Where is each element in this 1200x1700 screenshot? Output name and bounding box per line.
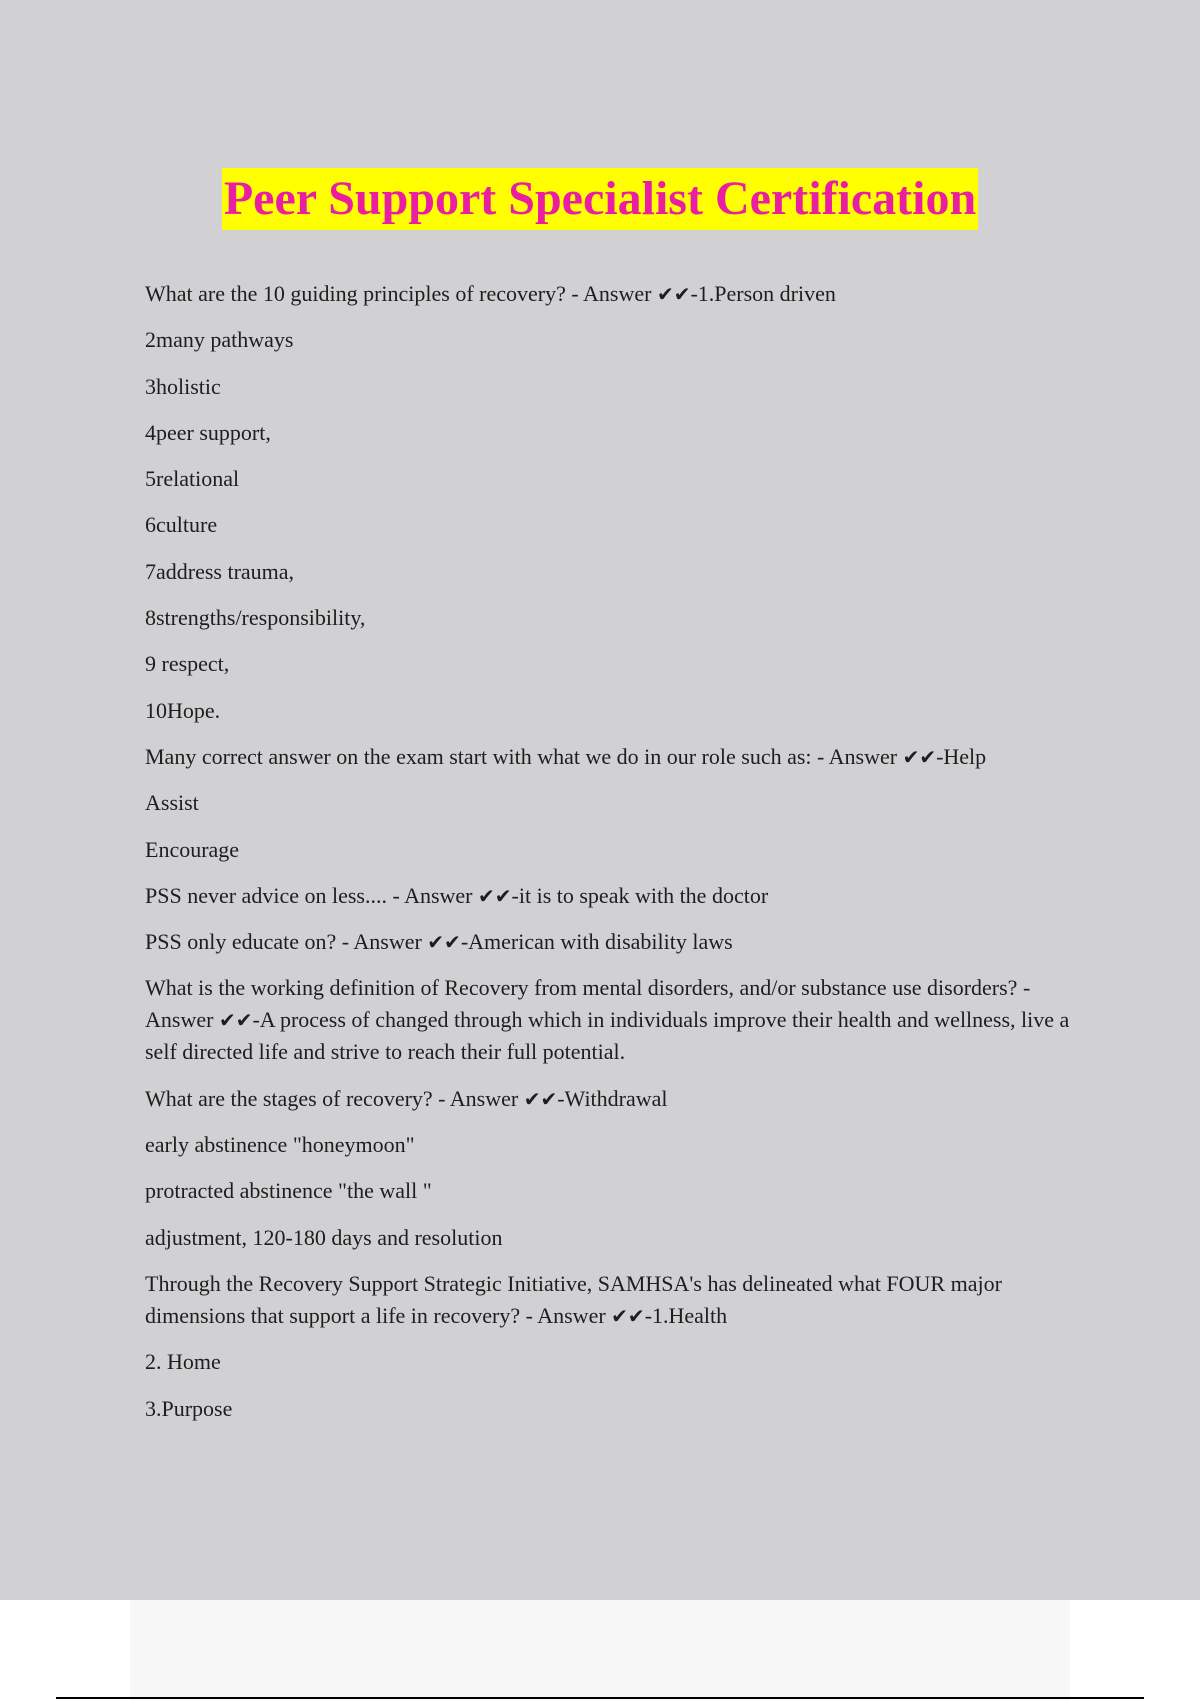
document-title: Peer Support Specialist Certification bbox=[222, 168, 978, 230]
double-check-icon: ✔✔ bbox=[427, 930, 461, 955]
document-body bbox=[145, 278, 1095, 1439]
list-item: 3holistic bbox=[145, 373, 221, 399]
list-item: early abstinence "honeymoon" bbox=[145, 1132, 415, 1158]
double-check-icon: ✔✔ bbox=[656, 282, 691, 306]
answer-text: -1.Health bbox=[644, 1302, 728, 1328]
list-item: 4peer support, bbox=[145, 419, 271, 445]
qa-item bbox=[145, 972, 1095, 1068]
answer-text: -it is to speak with the doctor bbox=[511, 882, 769, 908]
answer-text: -Withdrawal bbox=[557, 1085, 668, 1111]
footer-divider bbox=[56, 1697, 1144, 1699]
answer-text: -Help bbox=[936, 743, 987, 769]
list-item: 8strengths/responsibility, bbox=[145, 605, 366, 631]
answer-text: -1.Person driven bbox=[690, 281, 836, 306]
list-item: protracted abstinence "the wall " bbox=[145, 1178, 432, 1204]
qa-item bbox=[145, 880, 1095, 912]
question-text: What is the working definition of Recovery from mental disorders, and/or substance use disorders? - Answer bbox=[145, 975, 1031, 1033]
list-item: adjustment, 120-180 days and resolution bbox=[145, 1224, 503, 1250]
double-check-icon: ✔✔ bbox=[902, 744, 937, 769]
list-item: 5relational bbox=[145, 466, 240, 492]
question-text: PSS only educate on? - Answer bbox=[145, 929, 428, 955]
question-text: Through the Recovery Support Strategic Initiative, SAMHSA's has delineated what FOUR major dimensions that support a life in recovery? - Answer bbox=[145, 1270, 1002, 1328]
list-item: Encourage bbox=[145, 836, 240, 862]
list-item: 10Hope. bbox=[145, 697, 221, 723]
qa-item bbox=[145, 741, 1095, 773]
qa-item bbox=[145, 1083, 1095, 1115]
question-text: What are the stages of recovery? - Answer bbox=[145, 1085, 524, 1111]
question-text: PSS never advice on less.... - Answer bbox=[145, 882, 479, 908]
question-text: Many correct answer on the exam start with what we do in our role such as: - Answer bbox=[145, 743, 903, 769]
page-footer-area bbox=[130, 1600, 1070, 1700]
qa-item bbox=[145, 278, 1095, 310]
title-container bbox=[0, 168, 1200, 230]
double-check-icon: ✔✔ bbox=[611, 1303, 645, 1328]
list-item: 3.Purpose bbox=[145, 1395, 233, 1421]
list-item: 2. Home bbox=[145, 1349, 221, 1375]
list-item: 6culture bbox=[145, 512, 218, 538]
qa-item bbox=[145, 926, 1095, 958]
answer-text: -American with disability laws bbox=[460, 929, 733, 955]
double-check-icon: ✔✔ bbox=[218, 1008, 253, 1033]
list-item: 2many pathways bbox=[145, 327, 294, 353]
list-item: 9 respect, bbox=[145, 651, 230, 677]
qa-item bbox=[145, 1268, 1095, 1332]
double-check-icon: ✔✔ bbox=[478, 883, 512, 908]
question-text: What are the 10 guiding principles of recovery? - Answer bbox=[145, 281, 657, 306]
list-item: 7address trauma, bbox=[145, 558, 295, 584]
double-check-icon: ✔✔ bbox=[523, 1086, 558, 1111]
list-item: Assist bbox=[145, 790, 199, 816]
answer-text: -A process of changed through which in individuals improve their health and wellness, live a self directed life and strive to reach their full potential. bbox=[145, 1007, 1070, 1065]
